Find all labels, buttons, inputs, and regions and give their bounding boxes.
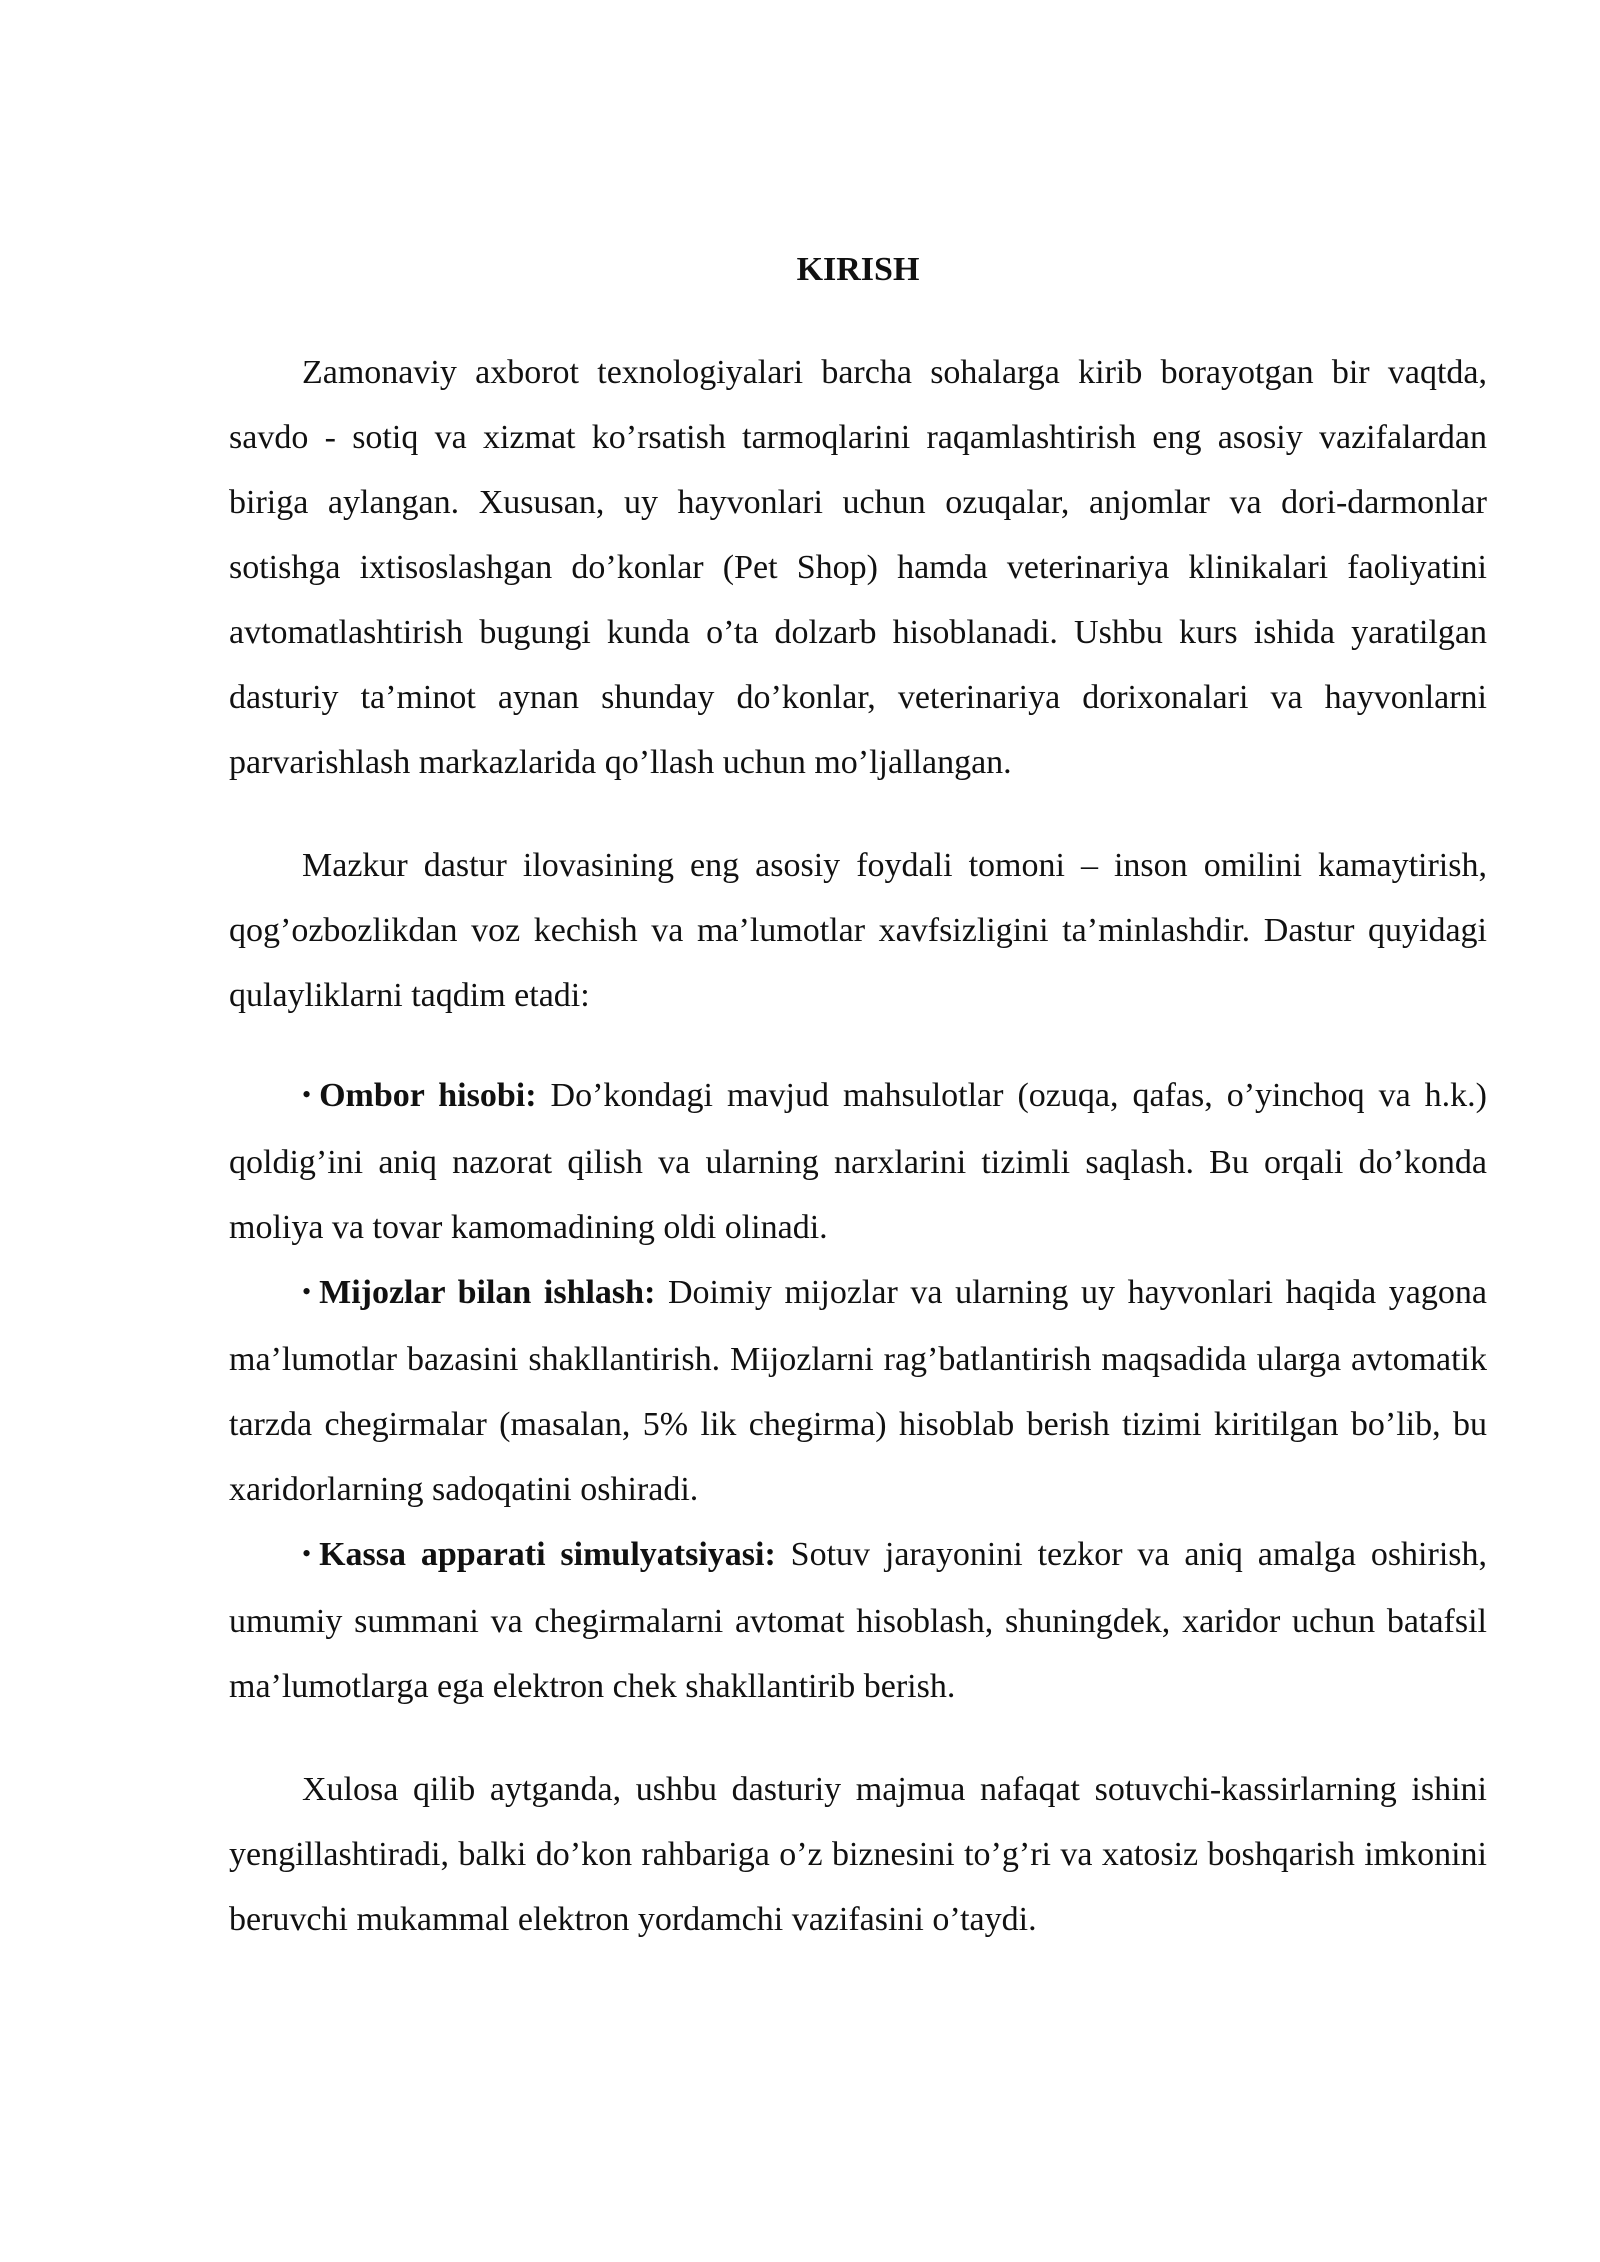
bullet-icon: • [302, 1539, 312, 1568]
bullet-term: Kassa apparati simulyatsiyasi: [319, 1536, 776, 1573]
bullet-term: Mijozlar bilan ishlash: [319, 1274, 656, 1311]
intro-paragraph-2: Mazkur dastur ilovasining eng asosiy foydali tomoni – inson omilini kamaytirish, qog’ozbozlikdan voz kechish va ma’lumotlar xavfsizligini ta’minlashdir. Dastur quyidagi qulayliklarni taqdim etadi: [229, 847, 1487, 1014]
bullet-icon: • [302, 1080, 312, 1109]
page-title: KIRISH [796, 251, 920, 288]
bullet-text: Do’kondagi mavjud mahsulotlar (ozuqa, qafas, o’yinchoq va h.k.) qoldig’ini aniq nazorat qilish va ularning narxlarini tizimli saqlash. Bu orqali do’konda moliya va tovar kamomadining oldi olinadi. [229, 1077, 1488, 1246]
intro-paragraph-1: Zamonaviy axborot texnologiyalari barcha sohalarga kirib borayotgan bir vaqtda, savdo - sotiq va xizmat ko’rsatish tarmoqlarini raqamlashtirish eng asosiy vazifalardan biriga aylangan. Xususan, uy hayvonlari uchun ozuqalar, anjomlar va dori-darmonlar sotishga ixtisoslashgan do’konlar (Pet Shop) hamda veterinariya klinikalari faoliyatini avtomatlashtirish bugungi kunda o’ta dolzarb hisoblanadi. Ushbu kurs ishida yaratilgan dasturiy ta’minot aynan shunday do’konlar, veterinariya dorixonalari va hayvonlarni parvarishlash markazlarida qo’llash uchun mo’ljallangan. [229, 354, 1487, 781]
conclusion-paragraph: Xulosa qilib aytganda, ushbu dasturiy majmua nafaqat sotuvchi-kassirlarning ishini yengillashtiradi, balki do’kon rahbariga o’z biznesini to’g’ri va xatosiz boshqarish imkonini beruvchi mukammal elektron yordamchi vazifasini o’taydi. [229, 1771, 1487, 1938]
bullet-term: Ombor hisobi: [319, 1077, 537, 1114]
list-item-inventory [229, 1063, 1487, 1260]
features-list [229, 1063, 1487, 1719]
bullet-text: Doimiy mijozlar va ularning uy hayvonlari haqida yagona ma’lumotlar bazasini shakllantirish. Mijozlarni rag’batlantirish maqsadida ularga avtomatik tarzda chegirmalar (masalan, 5% lik chegirma) hisoblab berish tizimi kiritilgan bo’lib, bu xaridorlarning sadoqatini oshiradi. [229, 1274, 1487, 1508]
list-item-customers [229, 1260, 1487, 1522]
bullet-text: Sotuv jarayonini tezkor va aniq amalga oshirish, umumiy summani va chegirmalarni avtomat hisoblash, shuningdek, xaridor uchun batafsil ma’lumotlarga ega elektron chek shakllantirib berish. [229, 1536, 1487, 1705]
document-page [229, 250, 1487, 1952]
bullet-icon: • [302, 1277, 312, 1306]
list-item-cashier [229, 1522, 1487, 1719]
